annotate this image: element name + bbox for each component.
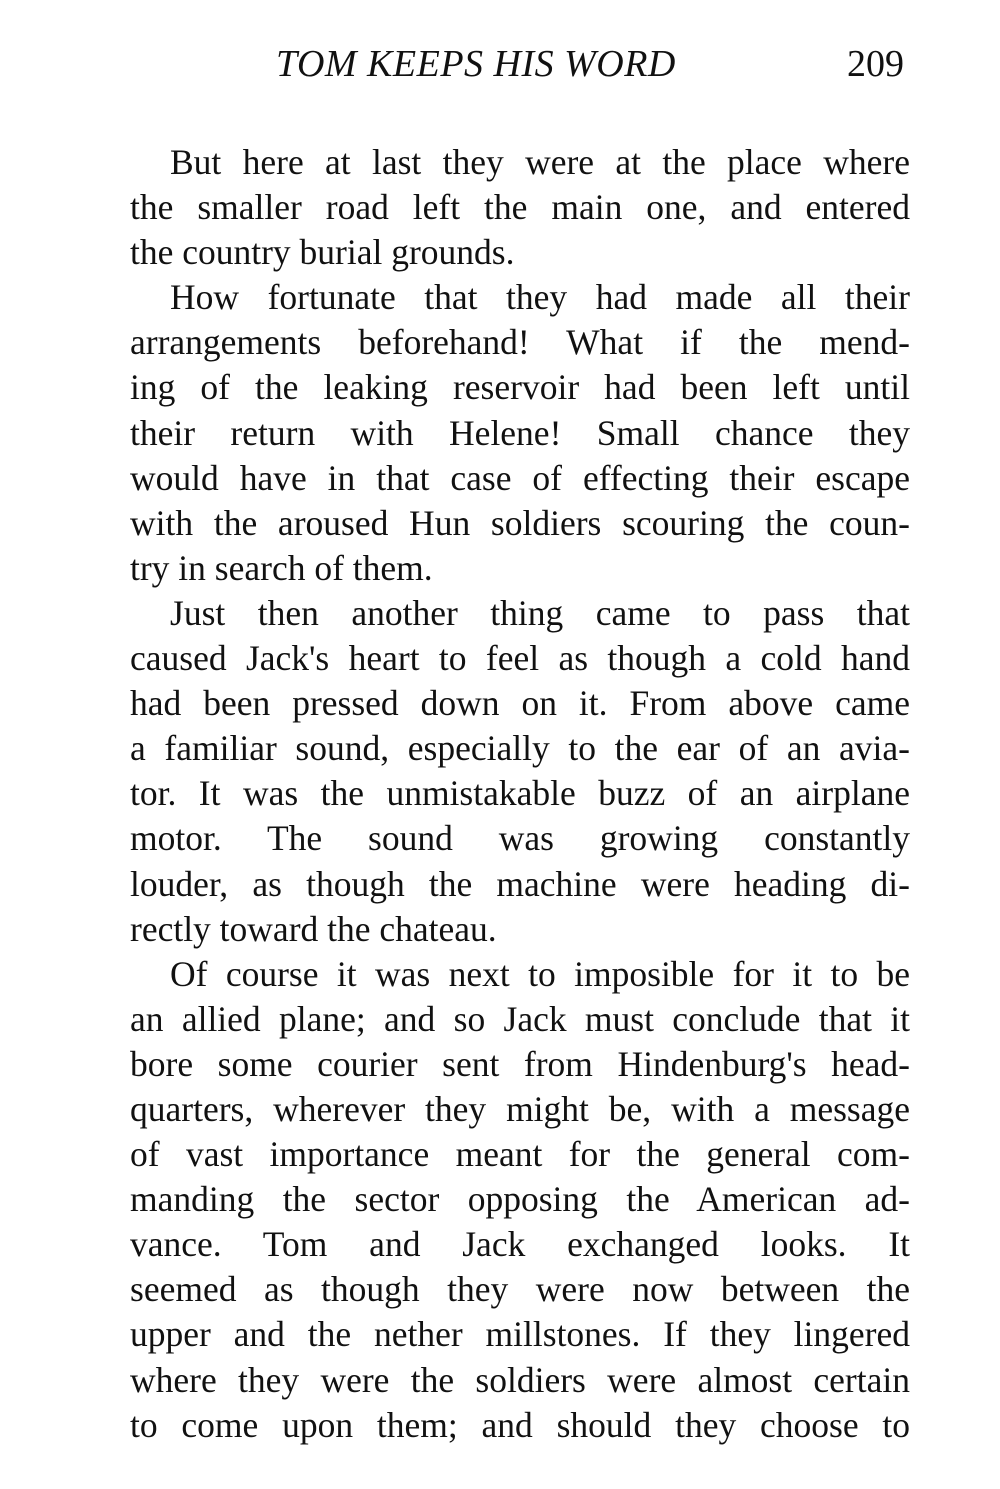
text-line: where they were the soldiers were almost certain (130, 1359, 910, 1400)
text-line: try in search of them. (130, 547, 433, 588)
text-line: with the aroused Hun soldiers scouring the coun- (130, 502, 910, 543)
text-line: motor. The sound was growing constantly (130, 818, 910, 859)
paragraph-2 (130, 275, 910, 591)
text-line: louder, as though the machine were heading di- (130, 863, 910, 904)
text-line: upper and the nether millstones. If they lingered (130, 1314, 910, 1355)
text-line: Just then another thing came to pass that (170, 592, 910, 633)
running-header (130, 42, 910, 92)
text-line: vance. Tom and Jack exchanged looks. It (130, 1224, 910, 1265)
text-line: to come upon them; and should they choose to (130, 1404, 910, 1445)
body-text (130, 140, 910, 1448)
text-line: bore some courier sent from Hindenburg's head- (130, 1043, 910, 1084)
text-line: How fortunate that they had made all their (170, 277, 910, 318)
text-line: quarters, wherever they might be, with a message (130, 1088, 910, 1129)
page-number: 209 (847, 43, 904, 85)
text-line: rectly toward the chateau. (130, 908, 497, 949)
text-line: Of course it was next to imposible for it to be (170, 953, 910, 994)
text-line: manding the sector opposing the American ad- (130, 1179, 910, 1220)
paragraph-1 (130, 140, 910, 275)
paragraph-4 (130, 952, 910, 1448)
text-line: would have in that case of effecting their escape (130, 457, 910, 498)
text-line: ing of the leaking reservoir had been left until (130, 367, 910, 408)
text-line: a familiar sound, especially to the ear of an avia- (130, 728, 910, 769)
text-line: the smaller road left the main one, and entered (130, 187, 910, 228)
text-line: caused Jack's heart to feel as though a cold hand (130, 638, 910, 679)
text-line: the country burial grounds. (130, 232, 515, 273)
text-line: of vast importance meant for the general com- (130, 1134, 910, 1175)
text-line: arrangements beforehand! What if the mend- (130, 322, 910, 363)
text-line: tor. It was the unmistakable buzz of an airplane (130, 773, 910, 814)
text-line: But here at last they were at the place where (170, 142, 910, 182)
paragraph-3 (130, 591, 910, 952)
text-line: their return with Helene! Small chance they (130, 412, 910, 453)
text-line: an allied plane; and so Jack must conclude that it (130, 998, 910, 1039)
chapter-title: TOM KEEPS HIS WORD (276, 43, 676, 85)
text-line: seemed as though they were now between the (130, 1269, 910, 1310)
text-line: had been pressed down on it. From above came (130, 683, 910, 724)
